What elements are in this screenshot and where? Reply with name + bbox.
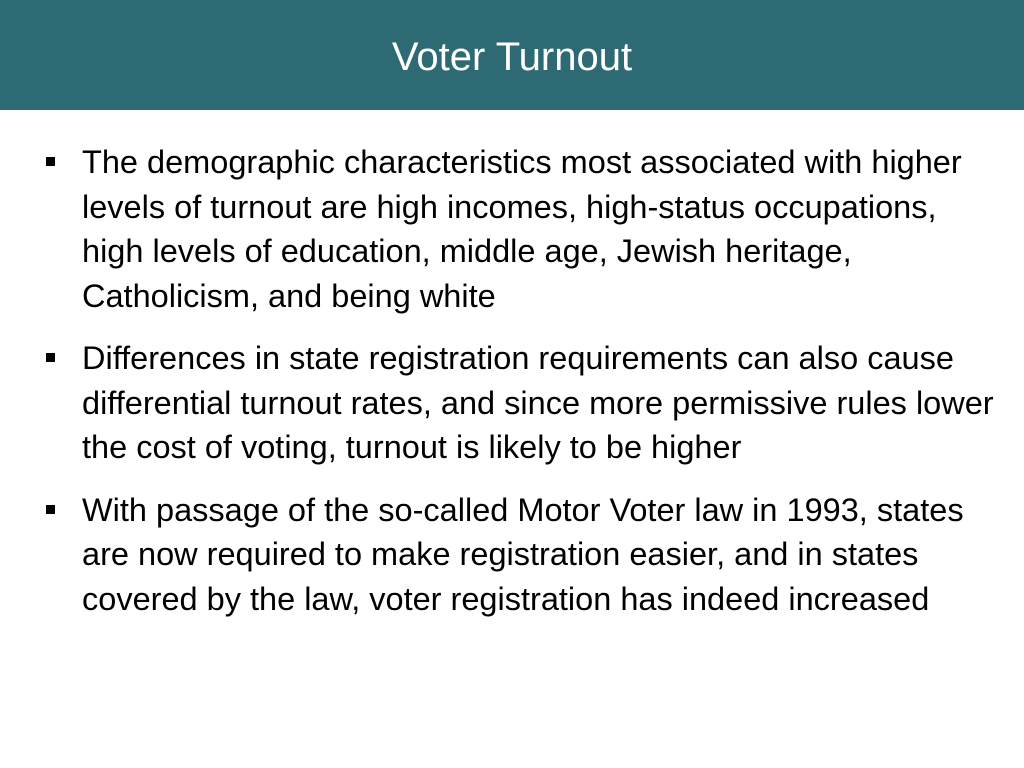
bullet-text: Differences in state registration requirements can also cause differential turnout rates, and since more permissive rules lower the cost of voting, turnout is likely to be higher	[82, 340, 994, 465]
bullet-text: The demographic characteristics most associated with higher levels of turnout are high incomes, high-status occupations, high levels of education, middle age, Jewish heritage, Catholicism, and being white	[82, 144, 962, 314]
square-bullet-icon	[46, 157, 55, 166]
slide-content	[0, 140, 1024, 639]
slide-title: Voter Turnout	[391, 34, 633, 79]
title-bar	[0, 0, 1024, 110]
square-bullet-icon	[46, 505, 55, 514]
bullet-list	[0, 140, 1024, 621]
bullet-item	[0, 488, 1024, 622]
square-bullet-icon	[46, 353, 55, 362]
bullet-text: With passage of the so-called Motor Voter law in 1993, states are now required to make registration easier, and in states covered by the law, voter registration has indeed increased	[82, 491, 964, 617]
bullet-item	[0, 336, 1024, 470]
bullet-item	[0, 140, 1024, 318]
